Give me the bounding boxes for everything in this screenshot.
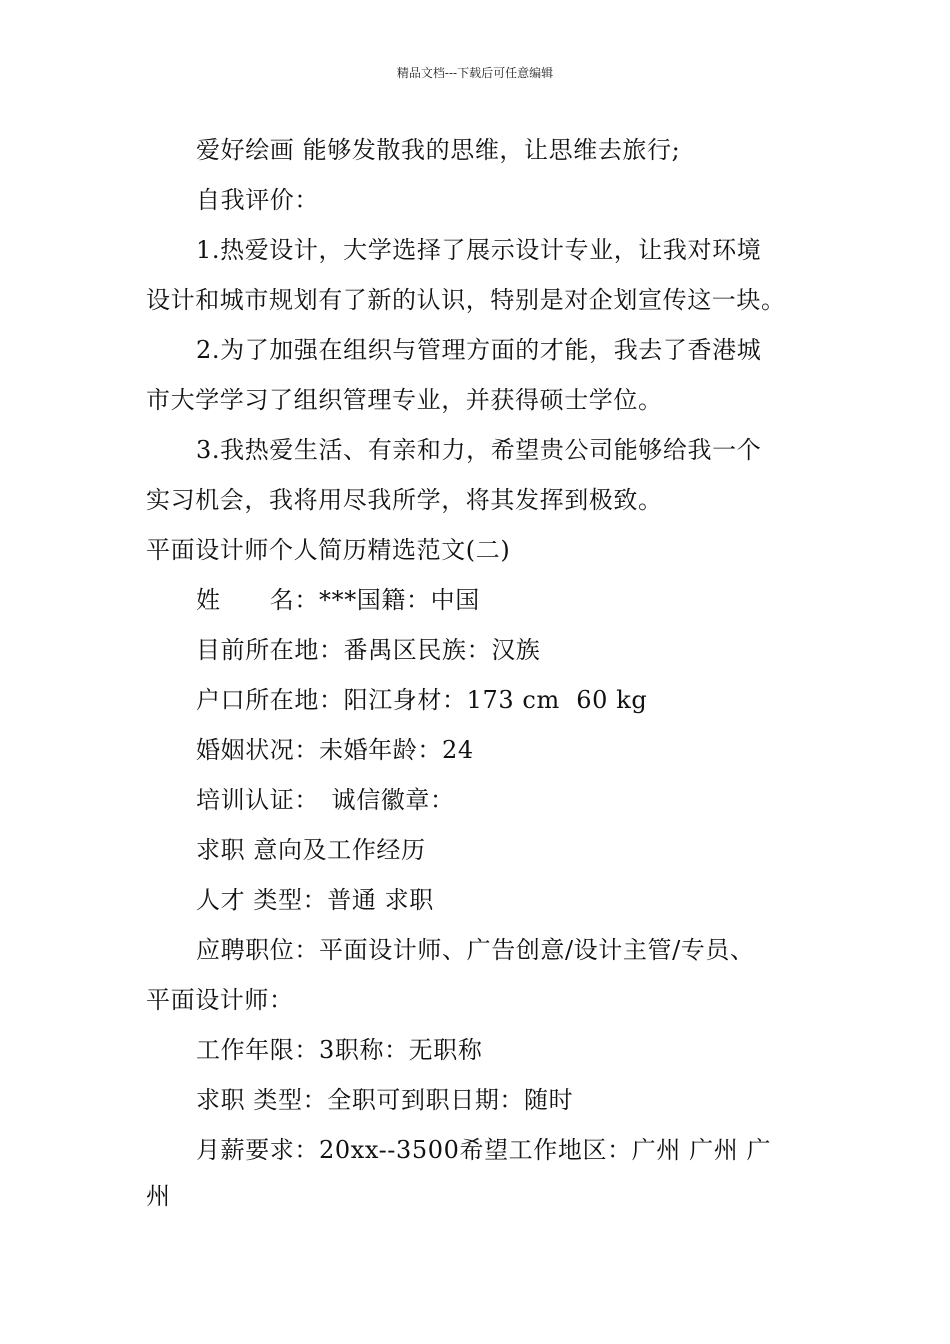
self-evaluation-heading: 自我评价：: [196, 186, 319, 214]
evaluation-item-3: 3.我热爱生活、有亲和力，希望贵公司能够给我一个: [196, 436, 762, 464]
salary-region-line: 月薪要求：20xx--3500希望工作地区：广州 广州 广: [196, 1136, 772, 1164]
applied-position-line: 应聘职位：平面设计师、广告创意/设计主管/专员、: [196, 936, 755, 964]
evaluation-item-2-cont: 市大学学习了组织管理专业，并获得硕士学位。: [146, 386, 663, 414]
certification-line: 培训认证： 诚信徽章：: [196, 786, 455, 814]
evaluation-item-2: 2.为了加强在组织与管理方面的才能，我去了香港城: [196, 336, 762, 364]
evaluation-item-1-cont: 设计和城市规划有了新的认识，特别是对企划宣传这一块。: [146, 286, 786, 314]
talent-type-line: 人才 类型：普通 求职: [196, 886, 434, 914]
work-years-line: 工作年限：3职称：无职称: [196, 1036, 483, 1064]
section-title: 平面设计师个人简历精选范文(二): [146, 536, 511, 564]
applied-position-cont: 平面设计师：: [146, 986, 294, 1014]
evaluation-item-3-cont: 实习机会，我将用尽我所学，将其发挥到极致。: [146, 486, 663, 514]
name-nationality-line: 姓 名：***国籍：中国: [196, 586, 480, 614]
job-type-line: 求职 类型：全职可到职日期：随时: [196, 1086, 574, 1114]
evaluation-item-1: 1.热爱设计，大学选择了展示设计专业，让我对环境: [196, 236, 762, 264]
location-ethnicity-line: 目前所在地：番禺区民族：汉族: [196, 636, 541, 664]
salary-region-cont: 州: [146, 1182, 171, 1210]
page-header: 精品文档---下载后可任意编辑: [396, 66, 554, 80]
marital-age-line: 婚姻状况：未婚年龄：24: [196, 736, 474, 764]
hukou-body-line: 户口所在地：阳江身材：173 cm 60 kg: [196, 686, 648, 714]
job-intention-heading: 求职 意向及工作经历: [196, 836, 426, 864]
hobby-line: 爱好绘画 能够发散我的思维，让思维去旅行;: [196, 136, 681, 164]
